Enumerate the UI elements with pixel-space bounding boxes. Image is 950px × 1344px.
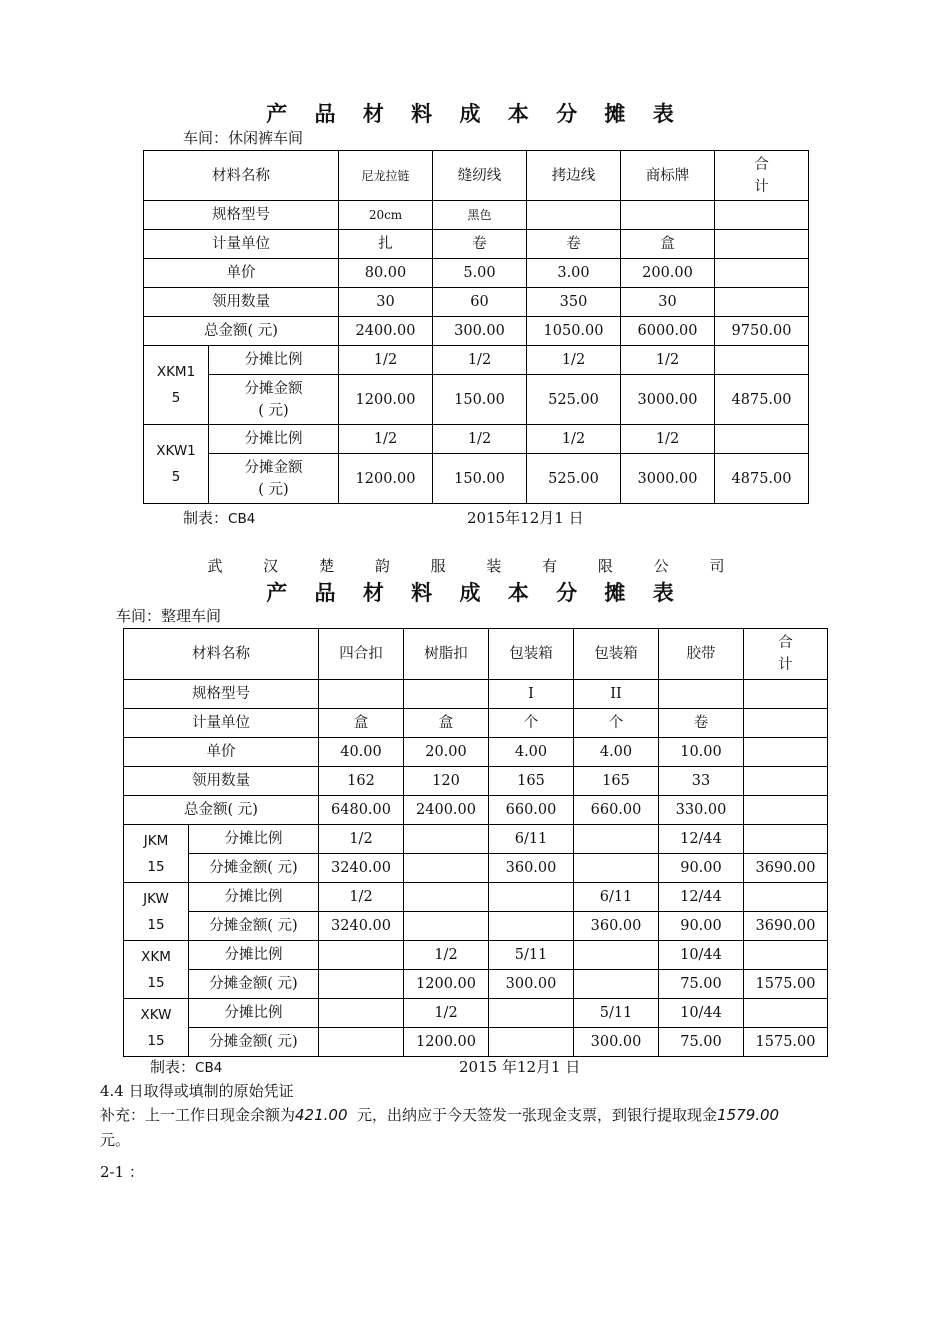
table-cell bbox=[319, 999, 404, 1028]
group-code-line1: XKW bbox=[140, 1006, 172, 1023]
row-label bbox=[209, 375, 339, 425]
table-cell: 1/2 bbox=[621, 425, 715, 454]
maker-value: CB4 bbox=[228, 511, 256, 527]
group-code bbox=[144, 425, 209, 504]
table1-header-row bbox=[144, 151, 809, 201]
table-cell: 3690.00 bbox=[744, 854, 828, 883]
group-code-line1: XKM1 bbox=[156, 364, 196, 380]
table-cell: 黑色 bbox=[433, 201, 527, 230]
row-label: 分摊比例 bbox=[209, 346, 339, 375]
table-cell bbox=[744, 796, 828, 825]
table-cell bbox=[319, 1028, 404, 1057]
table-cell: 150.00 bbox=[433, 454, 527, 504]
table-cell: 20.00 bbox=[404, 738, 489, 767]
group-code-line2: 5 bbox=[171, 390, 181, 406]
table2-col-header: 包装箱 bbox=[574, 629, 659, 680]
supplement-amount-withdraw: 1579.00 bbox=[717, 1106, 780, 1124]
row-label: 分摊比例 bbox=[189, 883, 319, 912]
table-row bbox=[144, 454, 809, 504]
table-cell: 6/11 bbox=[574, 883, 659, 912]
table-cell: 162 bbox=[319, 767, 404, 796]
table1-col-header: 拷边线 bbox=[527, 151, 621, 201]
table-cell bbox=[715, 201, 809, 230]
supplement-prefix: 补充：上一工作日现金余额为 bbox=[100, 1106, 296, 1124]
table-cell: 3000.00 bbox=[621, 454, 715, 504]
table-cell: 5/11 bbox=[489, 941, 574, 970]
table-cell bbox=[715, 425, 809, 454]
table-row bbox=[144, 375, 809, 425]
group-code-line2: 5 bbox=[171, 469, 181, 485]
table-cell: 30 bbox=[339, 288, 433, 317]
table-cell bbox=[404, 883, 489, 912]
table-cell: 扎 bbox=[339, 230, 433, 259]
supplement-middle: 元，出纳应于今天签发一张现金支票，到银行提取现金 bbox=[347, 1106, 718, 1124]
table-row bbox=[144, 288, 809, 317]
table-row bbox=[124, 796, 828, 825]
table-row bbox=[124, 825, 828, 854]
table-cell: 1/2 bbox=[621, 346, 715, 375]
table-cell: 1200.00 bbox=[339, 375, 433, 425]
table-cell: 1575.00 bbox=[744, 970, 828, 999]
table2-total-header-line2: 计 bbox=[778, 657, 793, 673]
item-label: 2-1 ： bbox=[100, 1163, 144, 1181]
table2-title: 产 品 材 料 成 本 分 摊 表 bbox=[266, 581, 684, 605]
table-cell bbox=[621, 201, 715, 230]
group-code bbox=[124, 999, 189, 1057]
table-cell: 165 bbox=[574, 767, 659, 796]
table-cell: 盒 bbox=[404, 709, 489, 738]
row-label: 单价 bbox=[124, 738, 319, 767]
table-row bbox=[124, 941, 828, 970]
table2-col-header: 包装箱 bbox=[489, 629, 574, 680]
table-cell bbox=[319, 680, 404, 709]
table-cell: 360.00 bbox=[489, 854, 574, 883]
table-cell: 660.00 bbox=[489, 796, 574, 825]
table-row bbox=[124, 738, 828, 767]
table-cell: 个 bbox=[574, 709, 659, 738]
table-cell: 200.00 bbox=[621, 259, 715, 288]
table-cell bbox=[744, 941, 828, 970]
table2-workshop: 车间：整理车间 bbox=[116, 607, 222, 625]
table-cell: 盒 bbox=[621, 230, 715, 259]
table-cell: 80.00 bbox=[339, 259, 433, 288]
table-cell: 30 bbox=[621, 288, 715, 317]
table-cell: 1/2 bbox=[527, 346, 621, 375]
table-cell: 1050.00 bbox=[527, 317, 621, 346]
table-cell: 150.00 bbox=[433, 375, 527, 425]
table-row bbox=[124, 912, 828, 941]
row-label bbox=[209, 454, 339, 504]
row-label: 分摊金额( 元) bbox=[189, 912, 319, 941]
table-cell bbox=[715, 288, 809, 317]
table1-maker bbox=[183, 507, 255, 528]
table-cell: 卷 bbox=[659, 709, 744, 738]
table1-col-header: 商标牌 bbox=[621, 151, 715, 201]
table-cell bbox=[489, 999, 574, 1028]
group-code bbox=[124, 941, 189, 999]
table-cell: 9750.00 bbox=[715, 317, 809, 346]
group-code-line1: JKM bbox=[143, 832, 169, 849]
table-cell: 1/2 bbox=[527, 425, 621, 454]
table-cell: 6000.00 bbox=[621, 317, 715, 346]
table-cell bbox=[574, 825, 659, 854]
table-cell: 90.00 bbox=[659, 912, 744, 941]
row-label-line1: 分摊金额 bbox=[244, 380, 303, 397]
table-cell: 40.00 bbox=[319, 738, 404, 767]
table-cell bbox=[715, 346, 809, 375]
row-label: 领用数量 bbox=[144, 288, 339, 317]
group-code bbox=[124, 883, 189, 941]
table1-total-header bbox=[715, 151, 809, 201]
group-code bbox=[124, 825, 189, 883]
table-cell bbox=[319, 970, 404, 999]
row-label-line2: ( 元) bbox=[258, 481, 289, 498]
group-code-line1: XKM bbox=[141, 948, 171, 965]
table1-col-header: 尼龙拉链 bbox=[339, 151, 433, 201]
table-cell: 300.00 bbox=[489, 970, 574, 999]
table-cell: II bbox=[574, 680, 659, 709]
row-label: 总金额( 元) bbox=[124, 796, 319, 825]
table-cell bbox=[404, 680, 489, 709]
table-cell: 12/44 bbox=[659, 825, 744, 854]
table-cell bbox=[744, 825, 828, 854]
table2-total-header bbox=[744, 629, 828, 680]
table-row bbox=[144, 425, 809, 454]
table-cell bbox=[574, 970, 659, 999]
company-name: 武 汉 楚 韵 服 装 有 限 公 司 bbox=[207, 557, 743, 575]
table-cell: 3000.00 bbox=[621, 375, 715, 425]
table-cell: 165 bbox=[489, 767, 574, 796]
table2-total-header-line1: 合 bbox=[778, 635, 793, 651]
table-row bbox=[144, 317, 809, 346]
table-cell: 12/44 bbox=[659, 883, 744, 912]
row-label: 规格型号 bbox=[124, 680, 319, 709]
table-cell bbox=[404, 912, 489, 941]
table-row bbox=[144, 259, 809, 288]
table-cell bbox=[404, 825, 489, 854]
row-label: 分摊比例 bbox=[189, 941, 319, 970]
table-cell bbox=[574, 854, 659, 883]
table-cell: 1/2 bbox=[339, 425, 433, 454]
table-cell bbox=[744, 709, 828, 738]
row-label-line2: ( 元) bbox=[258, 402, 289, 419]
table-cell bbox=[489, 883, 574, 912]
table2-header-label: 材料名称 bbox=[124, 629, 319, 680]
table-cell: 2400.00 bbox=[339, 317, 433, 346]
table-row bbox=[144, 346, 809, 375]
table-cell: 3240.00 bbox=[319, 854, 404, 883]
group-code-line2: 15 bbox=[147, 858, 165, 875]
table-cell: 卷 bbox=[433, 230, 527, 259]
table-cell: I bbox=[489, 680, 574, 709]
table1-header-label: 材料名称 bbox=[144, 151, 339, 201]
table2-date: 2015 年12月1 日 bbox=[459, 1058, 581, 1076]
table2-maker bbox=[150, 1056, 222, 1077]
table-cell: 90.00 bbox=[659, 854, 744, 883]
table-cell: 1200.00 bbox=[339, 454, 433, 504]
table-cell: 个 bbox=[489, 709, 574, 738]
table-cell: 525.00 bbox=[527, 454, 621, 504]
table1-workshop: 车间：休闲裤车间 bbox=[183, 129, 304, 147]
group-code-line1: XKW1 bbox=[156, 443, 196, 459]
table-cell bbox=[489, 912, 574, 941]
maker-value: CB4 bbox=[195, 1060, 223, 1076]
row-label: 分摊金额( 元) bbox=[189, 854, 319, 883]
table-cell: 525.00 bbox=[527, 375, 621, 425]
group-code-line1: JKW bbox=[143, 890, 169, 907]
table-cell: 1/2 bbox=[339, 346, 433, 375]
table-cell bbox=[659, 680, 744, 709]
table-cell: 6480.00 bbox=[319, 796, 404, 825]
table-cell: 1/2 bbox=[319, 825, 404, 854]
table-cell: 1/2 bbox=[319, 883, 404, 912]
table-cell bbox=[715, 259, 809, 288]
supplement-end: 元。 bbox=[100, 1131, 131, 1149]
table1-total-header-line2: 计 bbox=[754, 178, 769, 195]
table-cell: 2400.00 bbox=[404, 796, 489, 825]
table-cell: 盒 bbox=[319, 709, 404, 738]
table2-col-header: 四合扣 bbox=[319, 629, 404, 680]
table1-total-header-line1: 合 bbox=[754, 156, 769, 173]
table-row bbox=[124, 1028, 828, 1057]
table-row bbox=[124, 709, 828, 738]
table-cell: 300.00 bbox=[433, 317, 527, 346]
table-cell: 1200.00 bbox=[404, 1028, 489, 1057]
table2-header-row bbox=[124, 629, 828, 680]
table-cell bbox=[574, 941, 659, 970]
table-cell bbox=[715, 230, 809, 259]
table-cell: 1/2 bbox=[404, 941, 489, 970]
table-cell: 3690.00 bbox=[744, 912, 828, 941]
table2-col-header: 胶带 bbox=[659, 629, 744, 680]
table-cell: 4875.00 bbox=[715, 375, 809, 425]
table-cell: 75.00 bbox=[659, 1028, 744, 1057]
section-heading: 4.4 日取得或填制的原始凭证 bbox=[100, 1082, 294, 1100]
table-cell: 10.00 bbox=[659, 738, 744, 767]
table-cell: 1/2 bbox=[404, 999, 489, 1028]
group-code-line2: 15 bbox=[147, 916, 165, 933]
table-cell: 4875.00 bbox=[715, 454, 809, 504]
maker-label: 制表： bbox=[150, 1058, 196, 1076]
table-cell: 6/11 bbox=[489, 825, 574, 854]
table1-date: 2015年12月1 日 bbox=[467, 509, 584, 527]
table-row bbox=[144, 230, 809, 259]
row-label-line1: 分摊金额 bbox=[244, 459, 303, 476]
table-cell: 卷 bbox=[527, 230, 621, 259]
table-cell: 20cm bbox=[339, 201, 433, 230]
table-cell bbox=[489, 1028, 574, 1057]
table-cell: 1/2 bbox=[433, 346, 527, 375]
table-cell: 3240.00 bbox=[319, 912, 404, 941]
group-code bbox=[144, 346, 209, 425]
table-cell: 120 bbox=[404, 767, 489, 796]
table-row bbox=[144, 201, 809, 230]
row-label: 单价 bbox=[144, 259, 339, 288]
table-cell: 660.00 bbox=[574, 796, 659, 825]
table-cell: 60 bbox=[433, 288, 527, 317]
table-cell: 33 bbox=[659, 767, 744, 796]
table-cell: 75.00 bbox=[659, 970, 744, 999]
row-label: 分摊金额( 元) bbox=[189, 970, 319, 999]
row-label: 计量单位 bbox=[144, 230, 339, 259]
table-cell bbox=[319, 941, 404, 970]
table-cell bbox=[744, 738, 828, 767]
table-cell bbox=[404, 854, 489, 883]
row-label: 领用数量 bbox=[124, 767, 319, 796]
group-code-line2: 15 bbox=[147, 974, 165, 991]
table-cell: 10/44 bbox=[659, 999, 744, 1028]
row-label: 总金额( 元) bbox=[144, 317, 339, 346]
table-cell: 3.00 bbox=[527, 259, 621, 288]
table-row bbox=[124, 883, 828, 912]
row-label: 规格型号 bbox=[144, 201, 339, 230]
table-cell: 330.00 bbox=[659, 796, 744, 825]
table-row bbox=[124, 970, 828, 999]
table-cell bbox=[744, 767, 828, 796]
table-cell: 10/44 bbox=[659, 941, 744, 970]
table2 bbox=[123, 628, 828, 1057]
table-row bbox=[124, 854, 828, 883]
table-cell bbox=[744, 883, 828, 912]
table1 bbox=[143, 150, 809, 504]
table-row bbox=[124, 999, 828, 1028]
table-cell bbox=[744, 680, 828, 709]
table1-title: 产 品 材 料 成 本 分 摊 表 bbox=[266, 102, 684, 126]
supplement-line bbox=[100, 1104, 779, 1125]
table-cell: 1/2 bbox=[433, 425, 527, 454]
row-label: 分摊比例 bbox=[209, 425, 339, 454]
table-cell: 1575.00 bbox=[744, 1028, 828, 1057]
table-cell: 1200.00 bbox=[404, 970, 489, 999]
group-code-line2: 15 bbox=[147, 1032, 165, 1049]
table-cell: 300.00 bbox=[574, 1028, 659, 1057]
table-row bbox=[124, 767, 828, 796]
row-label: 计量单位 bbox=[124, 709, 319, 738]
table-cell: 5/11 bbox=[574, 999, 659, 1028]
table-cell: 360.00 bbox=[574, 912, 659, 941]
supplement-amount-balance: 421.00 bbox=[295, 1106, 348, 1124]
table-cell bbox=[527, 201, 621, 230]
row-label: 分摊比例 bbox=[189, 825, 319, 854]
maker-label: 制表： bbox=[183, 509, 229, 527]
table-cell: 4.00 bbox=[489, 738, 574, 767]
table-cell: 4.00 bbox=[574, 738, 659, 767]
table-row bbox=[124, 680, 828, 709]
row-label: 分摊比例 bbox=[189, 999, 319, 1028]
table1-col-header: 缝纫线 bbox=[433, 151, 527, 201]
table2-col-header: 树脂扣 bbox=[404, 629, 489, 680]
table-cell bbox=[744, 999, 828, 1028]
table-cell: 5.00 bbox=[433, 259, 527, 288]
table-cell: 350 bbox=[527, 288, 621, 317]
row-label: 分摊金额( 元) bbox=[189, 1028, 319, 1057]
